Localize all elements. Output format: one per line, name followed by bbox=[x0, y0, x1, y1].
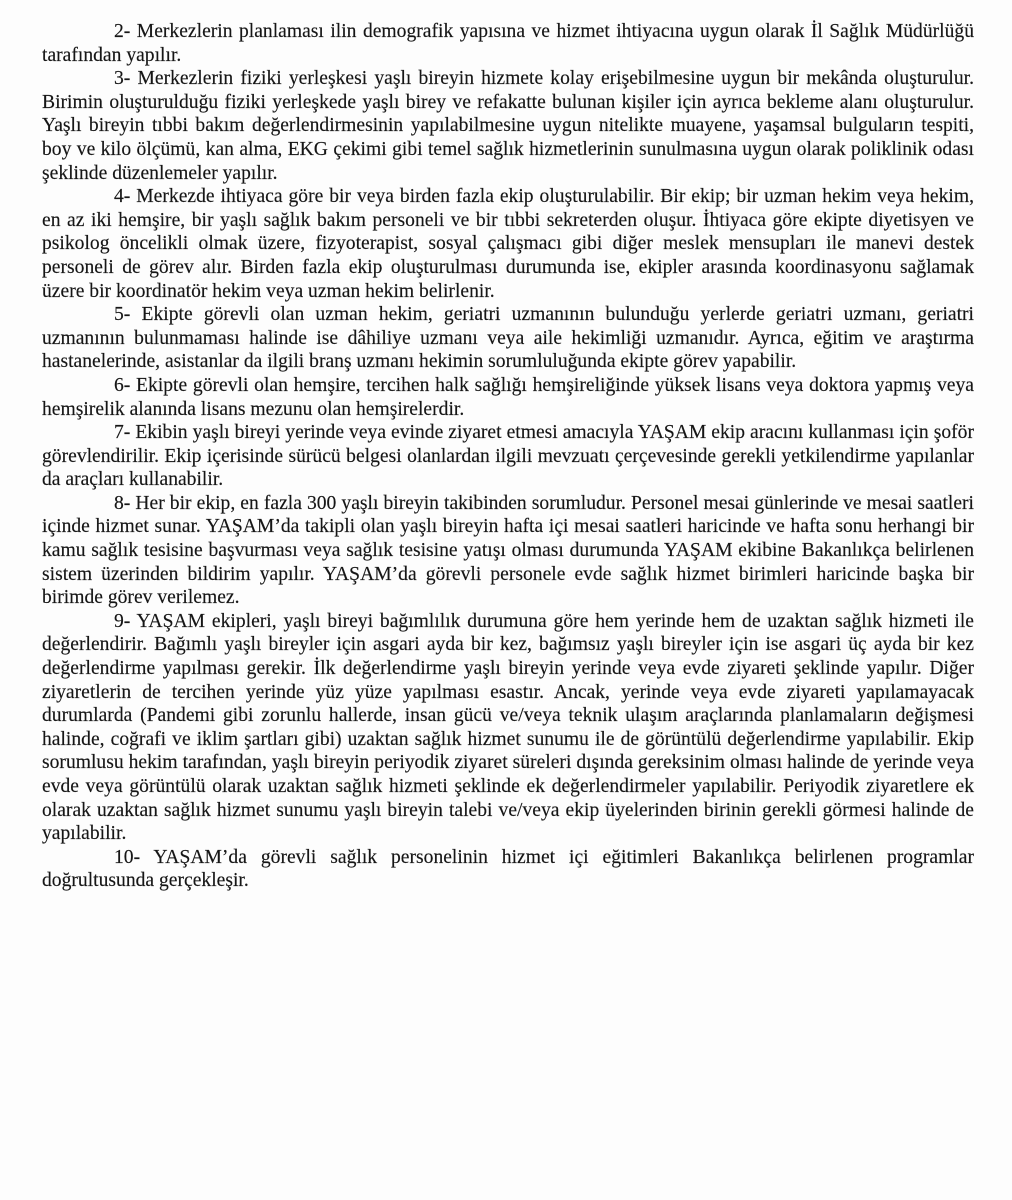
paragraph-3: 3- Merkezlerin fiziki yerleşkesi yaşlı bireyin hizmete kolay erişebilmesine uygun bir mekânda oluşturulur. Birimin oluşturulduğu fiziki yerleşkede yaşlı birey ve refakatte bulunan kişiler için ayrıca bekleme alanı oluşturulur. Yaşlı bireyin tıbbi bakım değerlendirmesinin yapılabilmesine uygun nitelikte muayene, yaşamsal bulguların tespiti, boy ve kilo ölçümü, kan alma, EKG çekimi gibi temel sağlık hizmetlerinin sunulmasına uygun olarak poliklinik odası şeklinde düzenlemeler yapılır. bbox=[42, 68, 974, 184]
paragraph-7: 7- Ekibin yaşlı bireyi yerinde veya evinde ziyaret etmesi amacıyla YAŞAM ekip aracını kullanması için şoför görevlendirilir. Ekip içerisinde sürücü belgesi olanlardan ilgili mevzuatı çerçevesinde gerekli yetkilendirme yapılanlar da araçları kullanabilir. bbox=[42, 422, 974, 491]
document-body bbox=[42, 20, 974, 893]
paragraph-10: 10- YAŞAM’da görevli sağlık personelinin hizmet içi eğitimleri Bakanlıkça belirlenen programlar doğrultusunda gerçekleşir. bbox=[42, 846, 974, 892]
paragraph-2: 2- Merkezlerin planlaması ilin demografik yapısına ve hizmet ihtiyacına uygun olarak İl Sağlık Müdürlüğü tarafından yapılır. bbox=[42, 21, 974, 66]
paragraph-9: 9- YAŞAM ekipleri, yaşlı bireyi bağımlılık durumuna göre hem yerinde hem de uzaktan sağlık hizmeti ile değerlendirir. Bağımlı yaşlı bireyler için asgari ayda bir kez, bağımsız yaşlı bireyler için ise asgari üç ayda bir kez değerlendirme yapılması gerekir. İlk değerlendirme yaşlı bireyin yerinde veya evde ziyareti şeklinde yapılır. Diğer ziyaretlerin de tercihen yerinde yüz yüze yapılması esastır. Ancak, yerinde veya evde ziyareti yapılamayacak durumlarda (Pandemi gibi zorunlu hallerde, insan gücü ve/veya teknik ulaşım araçlarında planlamaların değişmesi halinde, coğrafi ve iklim şartları gibi) uzaktan sağlık hizmet sunumu ile de görüntülü değerlendirme yapılabilir. Ekip sorumlusu hekim tarafından, yaşlı bireyin periyodik ziyaret süreleri dışında gereksinim olması halinde de yerinde veya evde veya görüntülü olarak uzaktan sağlık hizmeti şeklinde ek değerlendirmeler yapılabilir. Periyodik ziyaretlere ek olarak uzaktan sağlık hizmet sunumu yaşlı bireyin talebi ve/veya ekip üyelerinden birinin gerekli görmesi halinde de yapılabilir. bbox=[42, 610, 974, 845]
paragraph-8: 8- Her bir ekip, en fazla 300 yaşlı bireyin takibinden sorumludur. Personel mesai günlerinde ve mesai saatleri içinde hizmet sunar. YAŞAM’da takipli olan yaşlı bireyin hafta içi mesai saatleri haricinde ve hafta sonu herhangi bir kamu sağlık tesisine başvurması veya sağlık tesisine yatışı olması durumunda YAŞAM ekibine Bakanlıkça belirlenen sistem üzerinden bildirim yapılır. YAŞAM’da görevli personele evde sağlık hizmet birimleri haricinde başka bir birimde görev verilemez. bbox=[42, 492, 974, 609]
paragraph-6: 6- Ekipte görevli olan hemşire, tercihen halk sağlığı hemşireliğinde yüksek lisans veya doktora yapmış veya hemşirelik alanında lisans mezunu olan hemşirelerdir. bbox=[42, 374, 974, 420]
paragraph-4: 4- Merkezde ihtiyaca göre bir veya birden fazla ekip oluşturulabilir. Bir ekip; bir uzman hekim veya hekim, en az iki hemşire, bir yaşlı sağlık bakım personeli ve bir tıbbi sekreterden oluşur. İhtiyaca göre ekipte diyetisyen ve psikolog öncelikli olmak üzere, fizyoterapist, sosyal çalışmacı gibi diğer meslek mensupları ile manevi destek personeli de görev alır. Birden fazla ekip oluşturulması durumunda ise, ekipler arasında koordinasyonu sağlamak üzere bir koordinatör hekim veya uzman hekim belirlenir. bbox=[42, 186, 974, 302]
paragraph-5: 5- Ekipte görevli olan uzman hekim, geriatri uzmanının bulunduğu yerlerde geriatri uzmanı, geriatri uzmanının bulunmaması halinde ise dâhiliye uzmanı veya aile hekimliği uzmanıdır. Ayrıca, eğitim ve araştırma hastanelerinde, asistanlar da ilgili branş uzmanı hekimin sorumluluğunda ekipte görev yapabilir. bbox=[42, 304, 974, 373]
